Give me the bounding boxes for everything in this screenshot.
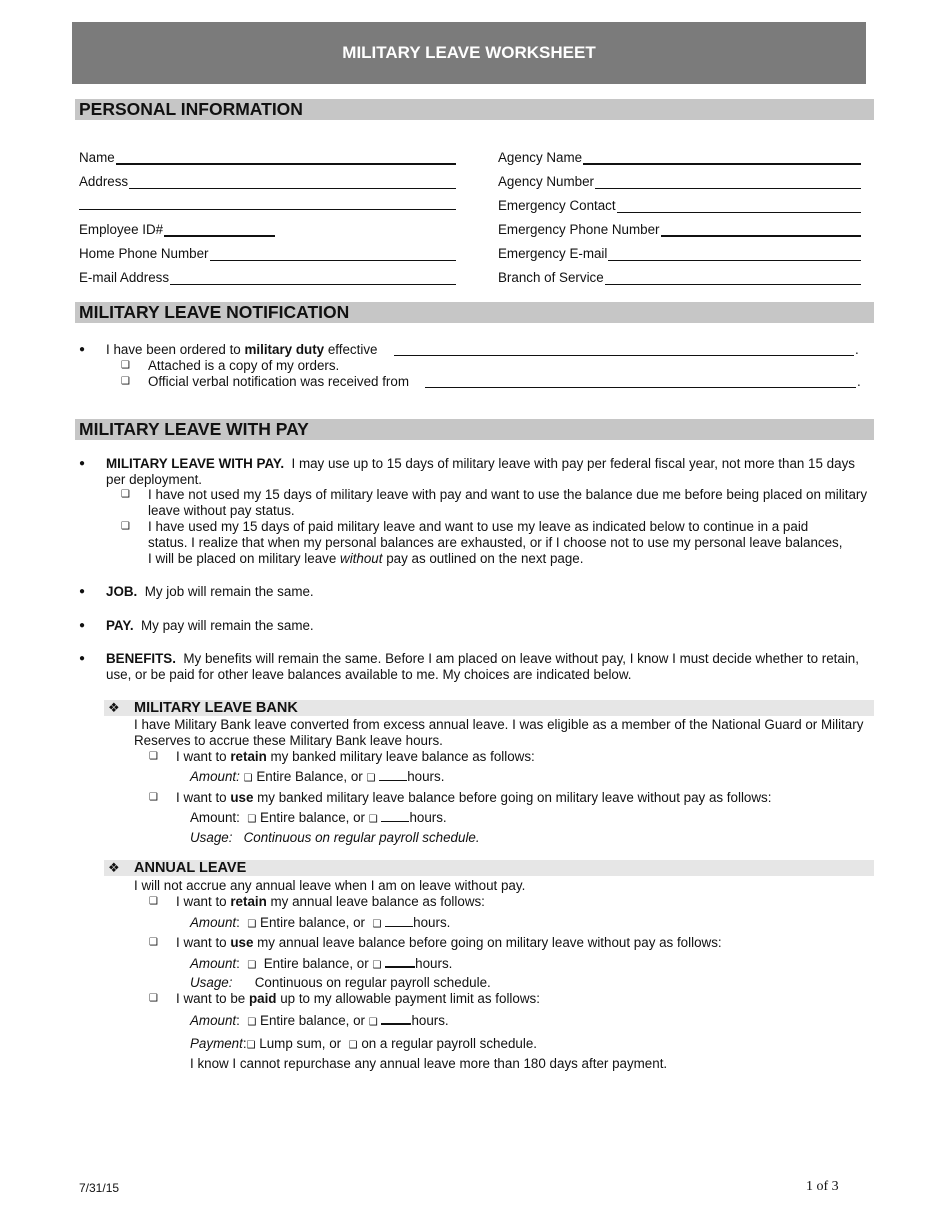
home-phone-line[interactable] [210,247,456,261]
employee-id-field[interactable]: Employee ID# [79,220,275,237]
emergency-phone-line[interactable] [661,222,861,237]
hours-blank[interactable] [385,955,415,968]
effective-date-line[interactable] [394,355,854,356]
subsection-annual-leave: ❖ ANNUAL LEAVE [104,860,874,876]
attached-orders-label: Attached is a copy of my orders. [148,358,340,373]
annual-retain-checkbox[interactable]: ❑ [149,896,158,907]
emergency-email-line[interactable] [608,247,861,261]
branch-of-service-line[interactable] [605,271,861,285]
annual-retain-amount: Amount: ❑ Entire balance, or ❑ hours. [190,915,451,930]
diamond-bullet-icon: ❖ [108,700,120,715]
bank-use-label: I want to use my banked military leave balance before going on military leave without pay as follows: [176,790,772,805]
agency-number-field[interactable]: Agency Number [498,172,861,189]
bank-retain-label: I want to retain my banked military leave balance as follows: [176,749,535,764]
branch-of-service-field[interactable]: Branch of Service [498,268,861,285]
annual-paid-amount: Amount: ❑ Entire balance, or ❑ hours. [190,1013,449,1028]
annual-use-label: I want to use my annual leave balance before going on military leave without pay as follows: [176,935,722,950]
name-line[interactable] [116,150,456,165]
annual-use-checkbox[interactable]: ❑ [149,937,158,948]
period: . [857,374,861,389]
with-pay-intro: MILITARY LEAVE WITH PAY. I may use up to 15 days of military leave with pay per federal fiscal year, not more than 15 days per deployment. [106,456,855,487]
bullet: ● [79,653,86,664]
verbal-notification-checkbox[interactable]: ❑ [121,376,130,387]
hours-checkbox[interactable]: ❑ [368,1017,378,1028]
annual-retain-label: I want to retain my annual leave balance as follows: [176,894,485,909]
period: . [855,342,859,357]
address-field[interactable]: Address [79,172,456,189]
verbal-notification-line[interactable] [425,387,856,388]
agency-name-field[interactable]: Agency Name [498,148,861,165]
bank-usage: Usage: Continuous on regular payroll schedule. [190,830,480,845]
email-address-field[interactable]: E-mail Address [79,268,456,285]
section-military-leave-with-pay: MILITARY LEAVE WITH PAY [75,419,874,440]
home-phone-field[interactable]: Home Phone Number [79,244,456,261]
emergency-phone-field[interactable]: Emergency Phone Number [498,220,861,237]
annual-paid-checkbox[interactable]: ❑ [149,993,158,1004]
email-address-line[interactable] [170,271,456,285]
page-number: 1 of 3 [806,1179,839,1194]
bank-use-checkbox[interactable]: ❑ [149,792,158,803]
used-checkbox[interactable]: ❑ [121,521,130,532]
used-label: I have used my 15 days of paid military leave and want to use my leave as indicated below to continue in a paid status. I realize that when my personal balances are exhausted, or if I choose not to use my personal leave balances, I will be placed on military leave without pay as outlined on the next page. [148,519,843,566]
bank-description: I have Military Bank leave converted from excess annual leave. I was eligible as a member of the National Guard or Military Reserves to accrue these Military Bank leave hours. [134,717,864,748]
not-used-label: I have not used my 15 days of military leave with pay and want to use the balance due me before being placed on military leave without pay status. [148,487,868,518]
ordered-statement: I have been ordered to military duty effective [106,342,378,357]
address-line-2[interactable] [79,209,456,210]
hours-checkbox[interactable]: ❑ [366,773,376,784]
bullet: ● [79,620,86,631]
hours-checkbox[interactable]: ❑ [368,814,378,825]
entire-balance-checkbox[interactable]: ❑ [247,1017,257,1028]
entire-balance-checkbox[interactable]: ❑ [247,960,257,971]
emergency-contact-field[interactable]: Emergency Contact [498,196,861,213]
regular-payroll-checkbox[interactable]: ❑ [348,1040,358,1051]
worksheet-title: MILITARY LEAVE WORKSHEET [72,22,866,84]
subsection-military-leave-bank: ❖ MILITARY LEAVE BANK [104,700,874,716]
revision-date: 7/31/15 [79,1181,120,1195]
entire-balance-checkbox[interactable]: ❑ [247,814,257,825]
lump-sum-checkbox[interactable]: ❑ [246,1040,256,1051]
section-personal-information: PERSONAL INFORMATION [75,99,874,120]
benefits-statement: BENEFITS. My benefits will remain the same. Before I am placed on leave without pay, I know I must decide whether to retain, use, or be paid for other leave balances available to me. My choices are indicated below. [106,651,859,682]
bullet: ● [79,586,86,597]
job-statement: JOB. My job will remain the same. [106,584,314,599]
attached-orders-checkbox[interactable]: ❑ [121,360,130,371]
hours-checkbox[interactable]: ❑ [372,919,382,930]
pay-statement: PAY. My pay will remain the same. [106,618,314,633]
address-line[interactable] [129,175,456,189]
bank-use-amount: Amount: ❑ Entire balance, or ❑ hours. [190,810,447,825]
hours-blank[interactable] [385,915,413,927]
employee-id-line[interactable] [164,222,275,237]
bullet: ● [79,344,86,355]
hours-checkbox[interactable]: ❑ [372,960,382,971]
name-field[interactable]: Name [79,148,456,165]
hours-blank[interactable] [381,1012,411,1025]
annual-paid-label: I want to be paid up to my allowable payment limit as follows: [176,991,540,1006]
bank-retain-amount: Amount: ❑ Entire Balance, or ❑ hours. [190,769,445,784]
not-used-checkbox[interactable]: ❑ [121,489,130,500]
section-military-leave-notification: MILITARY LEAVE NOTIFICATION [75,302,874,323]
bank-retain-checkbox[interactable]: ❑ [149,751,158,762]
agency-name-line[interactable] [583,150,861,165]
entire-balance-checkbox[interactable]: ❑ [243,773,253,784]
annual-payment-method: Payment:❑ Lump sum, or ❑ on a regular payroll schedule. [190,1036,537,1051]
agency-number-line[interactable] [595,175,861,189]
annual-use-amount: Amount: ❑ Entire balance, or ❑ hours. [190,956,453,971]
emergency-contact-line[interactable] [617,199,861,213]
annual-description: I will not accrue any annual leave when I am on leave without pay. [134,878,526,893]
verbal-notification-label: Official verbal notification was received from [148,374,409,389]
repurchase-notice: I know I cannot repurchase any annual leave more than 180 days after payment. [190,1056,668,1071]
emergency-email-field[interactable]: Emergency E-mail [498,244,861,261]
annual-usage: Usage: Continuous on regular payroll schedule. [190,975,491,990]
bullet: ● [79,458,86,469]
entire-balance-checkbox[interactable]: ❑ [247,919,257,930]
diamond-bullet-icon: ❖ [108,860,120,875]
hours-blank[interactable] [379,769,407,781]
hours-blank[interactable] [381,810,409,822]
